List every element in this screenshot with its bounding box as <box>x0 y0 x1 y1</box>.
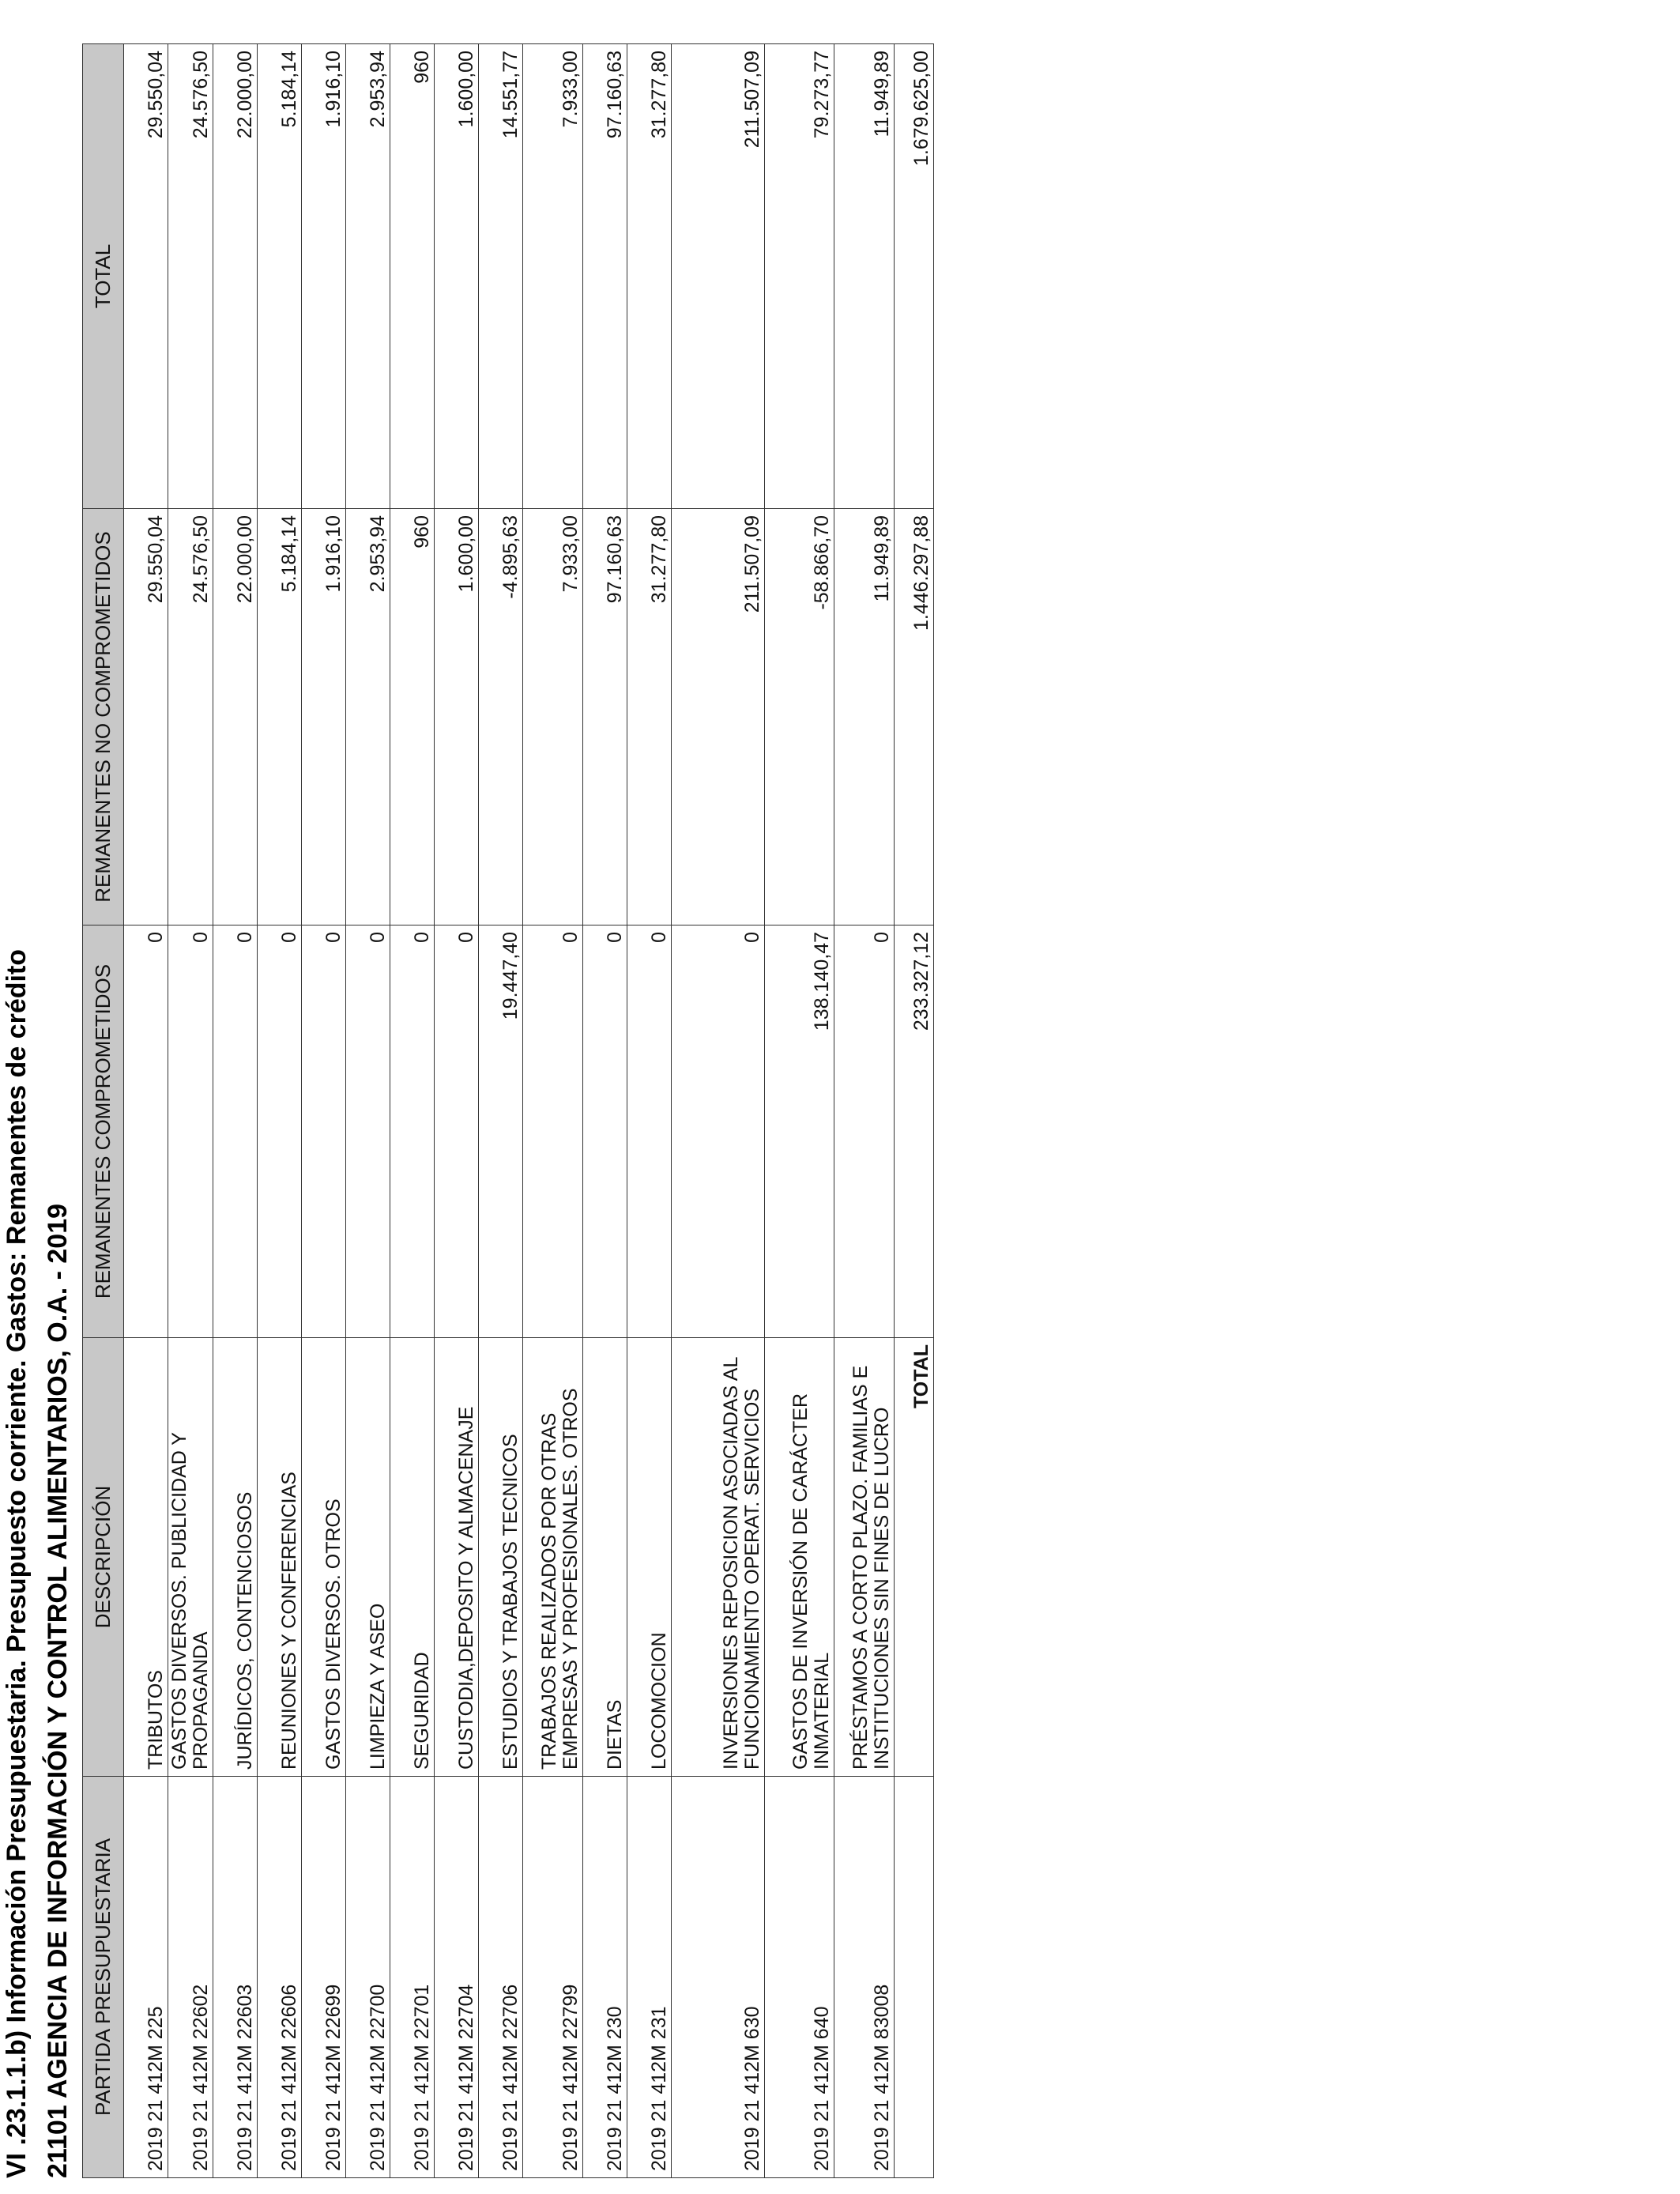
cell-total: 960 <box>390 44 435 509</box>
cell-total: 5.184,14 <box>258 44 302 509</box>
cell-total: 31.277,80 <box>627 44 672 509</box>
total-label: TOTAL <box>895 1338 934 1777</box>
cell-partida: 2019 21 412M 630 <box>672 1777 765 2178</box>
cell-descripcion: TRIBUTOS <box>124 1338 168 1777</box>
total-row <box>895 44 934 2178</box>
cell-no-comprometidos: 11.949,89 <box>834 509 895 925</box>
cell-no-comprometidos: 5.184,14 <box>258 509 302 925</box>
cell-descripcion: REUNIONES Y CONFERENCIAS <box>258 1338 302 1777</box>
cell-partida: 2019 21 412M 22603 <box>213 1777 258 2178</box>
cell-comprometidos: 0 <box>627 925 672 1338</box>
total-comprometidos: 233.327,12 <box>895 925 934 1338</box>
cell-descripcion: INVERSIONES REPOSICION ASOCIADAS AL FUNCIONAMIENTO OPERAT. SERVICIOS <box>672 1338 765 1777</box>
cell-comprometidos: 0 <box>346 925 390 1338</box>
cell-no-comprometidos: 1.916,10 <box>302 509 346 925</box>
header-descripcion: DESCRIPCIÓN <box>83 1338 124 1777</box>
total-no-comprometidos: 1.446.297,88 <box>895 509 934 925</box>
cell-no-comprometidos: -58.866,70 <box>765 509 834 925</box>
cell-partida: 2019 21 412M 231 <box>627 1777 672 2178</box>
cell-partida: 2019 21 412M 22699 <box>302 1777 346 2178</box>
header-row <box>83 44 124 2178</box>
cell-total: 14.551,77 <box>479 44 523 509</box>
cell-partida: 2019 21 412M 22701 <box>390 1777 435 2178</box>
cell-total: 11.949,89 <box>834 44 895 509</box>
cell-partida: 2019 21 412M 22799 <box>523 1777 583 2178</box>
cell-comprometidos: 0 <box>124 925 168 1338</box>
cell-comprometidos: 19.447,40 <box>479 925 523 1338</box>
cell-descripcion: SEGURIDAD <box>390 1338 435 1777</box>
header-no-comprometidos: REMANENTES NO COMPROMETIDOS <box>83 509 124 925</box>
table-row <box>435 44 479 2178</box>
cell-partida: 2019 21 412M 22700 <box>346 1777 390 2178</box>
cell-descripcion: JURÍDICOS, CONTENCIOSOS <box>213 1338 258 1777</box>
table-row <box>346 44 390 2178</box>
table-row <box>213 44 258 2178</box>
cell-no-comprometidos: 1.600,00 <box>435 509 479 925</box>
total-total: 1.679.625,00 <box>895 44 934 509</box>
cell-partida: 2019 21 412M 225 <box>124 1777 168 2178</box>
cell-partida: 2019 21 412M 230 <box>583 1777 627 2178</box>
table-row <box>672 44 765 2178</box>
cell-partida: 2019 21 412M 22704 <box>435 1777 479 2178</box>
table-row <box>834 44 895 2178</box>
cell-total: 79.273,77 <box>765 44 834 509</box>
cell-comprometidos: 0 <box>213 925 258 1338</box>
cell-comprometidos: 0 <box>672 925 765 1338</box>
cell-comprometidos: 0 <box>834 925 895 1338</box>
cell-no-comprometidos: 2.953,94 <box>346 509 390 925</box>
cell-no-comprometidos: 211.507,09 <box>672 509 765 925</box>
table-row <box>583 44 627 2178</box>
cell-total: 29.550,04 <box>124 44 168 509</box>
cell-descripcion: GASTOS DIVERSOS. PUBLICIDAD Y PROPAGANDA <box>168 1338 213 1777</box>
cell-descripcion: GASTOS DIVERSOS. OTROS <box>302 1338 346 1777</box>
cell-descripcion: CUSTODIA,DEPOSITO Y ALMACENAJE <box>435 1338 479 1777</box>
cell-descripcion: ESTUDIOS Y TRABAJOS TECNICOS <box>479 1338 523 1777</box>
cell-comprometidos: 0 <box>168 925 213 1338</box>
cell-partida: 2019 21 412M 22602 <box>168 1777 213 2178</box>
cell-no-comprometidos: 24.576,50 <box>168 509 213 925</box>
cell-comprometidos: 0 <box>583 925 627 1338</box>
cell-total: 211.507,09 <box>672 44 765 509</box>
table-row <box>168 44 213 2178</box>
cell-no-comprometidos: 29.550,04 <box>124 509 168 925</box>
remanentes-table <box>82 43 934 2178</box>
cell-descripcion: PRÉSTAMOS A CORTO PLAZO. FAMILIAS E INSTITUCIONES SIN FINES DE LUCRO <box>834 1338 895 1777</box>
cell-total: 1.600,00 <box>435 44 479 509</box>
cell-partida: 2019 21 412M 22706 <box>479 1777 523 2178</box>
cell-total: 7.933,00 <box>523 44 583 509</box>
table-row <box>390 44 435 2178</box>
document-title: VI .23.1.1.b) Información Presupuestaria. Presupuesto corriente. Gastos: Remanentes de crédito <box>2 948 32 2178</box>
cell-total: 24.576,50 <box>168 44 213 509</box>
table-row <box>302 44 346 2178</box>
cell-no-comprometidos: 22.000,00 <box>213 509 258 925</box>
document-subtitle: 21101 AGENCIA DE INFORMACIÓN Y CONTROL ALIMENTARIOS, O.A. - 2019 <box>43 1203 73 2178</box>
cell-descripcion: LOCOMOCION <box>627 1338 672 1777</box>
cell-comprometidos: 138.140,47 <box>765 925 834 1338</box>
cell-comprometidos: 0 <box>390 925 435 1338</box>
header-comprometidos: REMANENTES COMPROMETIDOS <box>83 925 124 1338</box>
cell-blank <box>895 1777 934 2178</box>
cell-comprometidos: 0 <box>258 925 302 1338</box>
cell-total: 22.000,00 <box>213 44 258 509</box>
cell-no-comprometidos: 7.933,00 <box>523 509 583 925</box>
cell-partida: 2019 21 412M 83008 <box>834 1777 895 2178</box>
table-row <box>627 44 672 2178</box>
table-row <box>479 44 523 2178</box>
cell-descripcion: TRABAJOS REALIZADOS POR OTRAS EMPRESAS Y PROFESIONALES. OTROS <box>523 1338 583 1777</box>
cell-partida: 2019 21 412M 640 <box>765 1777 834 2178</box>
cell-no-comprometidos: 31.277,80 <box>627 509 672 925</box>
cell-comprometidos: 0 <box>435 925 479 1338</box>
table-row <box>523 44 583 2178</box>
cell-no-comprometidos: -4.895,63 <box>479 509 523 925</box>
header-partida: PARTIDA PRESUPUESTARIA <box>83 1777 124 2178</box>
table-row <box>765 44 834 2178</box>
cell-total: 1.916,10 <box>302 44 346 509</box>
header-total: TOTAL <box>83 44 124 509</box>
cell-partida: 2019 21 412M 22606 <box>258 1777 302 2178</box>
cell-total: 2.953,94 <box>346 44 390 509</box>
cell-descripcion: LIMPIEZA Y ASEO <box>346 1338 390 1777</box>
table-row <box>124 44 168 2178</box>
cell-comprometidos: 0 <box>523 925 583 1338</box>
cell-no-comprometidos: 97.160,63 <box>583 509 627 925</box>
cell-no-comprometidos: 960 <box>390 509 435 925</box>
cell-descripcion: GASTOS DE INVERSIÓN DE CARÁCTER INMATERIAL <box>765 1338 834 1777</box>
table-row <box>258 44 302 2178</box>
cell-descripcion: DIETAS <box>583 1338 627 1777</box>
cell-total: 97.160,63 <box>583 44 627 509</box>
cell-comprometidos: 0 <box>302 925 346 1338</box>
